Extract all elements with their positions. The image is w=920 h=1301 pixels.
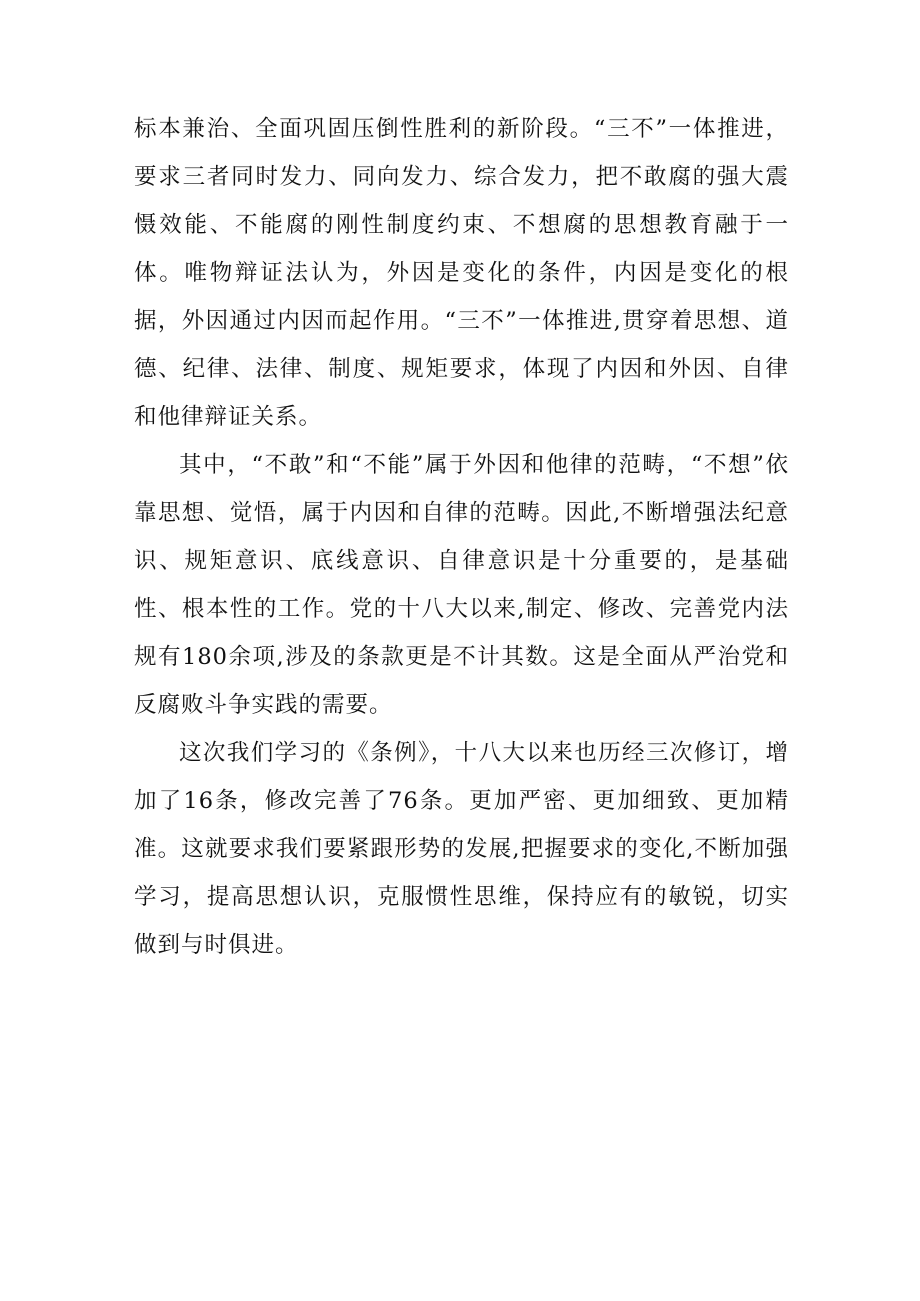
- paragraph-3: 这次我们学习的《条例》，十八大以来也历经三次修订，增加了16条，修改完善了76条。更加严密、更加细致、更加精准。这就要求我们要紧跟形势的发展,把握要求的变化,不断加强学习，提高思想认识，克服惯性思维，保持应有的敏锐，切实做到与时俱进。: [134, 740, 789, 958]
- paragraph-2: 其中，“不敢”和“不能”属于外因和他律的范畴，“不想”依靠思想、觉悟，属于内因和自律的范畴。因此,不断增强法纪意识、规矩意识、底线意识、自律意识是十分重要的，是基础性、根本性的工作。党的十八大以来,制定、修改、完善党内法规有180余项,涉及的条款更是不计其数。这是全面从严治党和反腐败斗争实践的需要。: [134, 452, 789, 718]
- document-body: [134, 105, 789, 969]
- paragraph-1: 标本兼治、全面巩固压倒性胜利的新阶段。“三不”一体推进，要求三者同时发力、同向发力、综合发力，把不敢腐的强大震慑效能、不能腐的刚性制度约束、不想腐的思想教育融于一体。唯物辩证法认为，外因是变化的条件，内因是变化的根据，外因通过内因而起作用。“三不”一体推进,贯穿着思想、道德、纪律、法律、制度、规矩要求，体现了内因和外因、自律和他律辩证关系。: [134, 116, 789, 430]
